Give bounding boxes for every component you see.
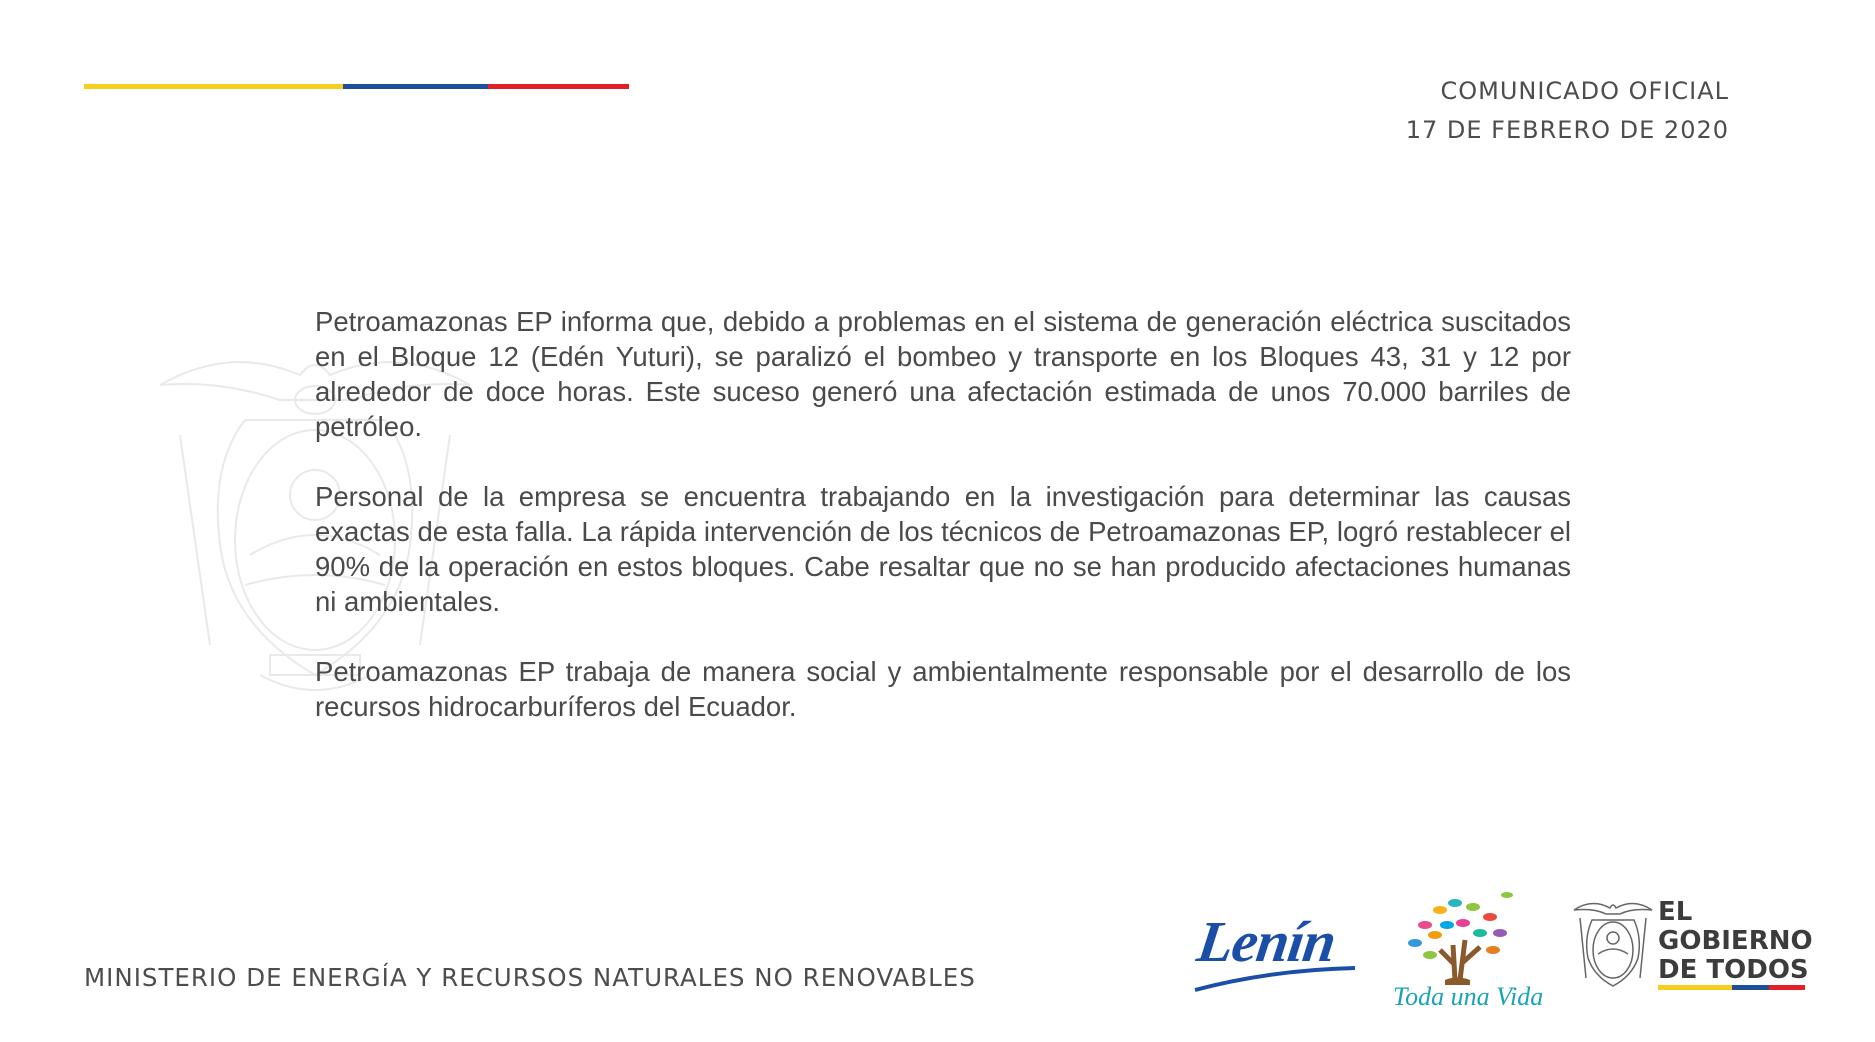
government-logo-text xyxy=(1658,898,1813,985)
flag-stripe xyxy=(84,84,629,89)
document-date: 17 DE FEBRERO DE 2020 xyxy=(1405,116,1729,144)
gov-stripe-blue xyxy=(1732,985,1769,990)
gov-line-2: GOBIERNO xyxy=(1658,926,1813,956)
flag-stripe-blue xyxy=(343,84,488,89)
gov-stripe-red xyxy=(1769,985,1805,990)
gov-flag-stripe xyxy=(1658,985,1805,990)
gov-stripe-yellow xyxy=(1658,985,1732,990)
flag-stripe-yellow xyxy=(84,84,343,89)
lenin-logo: Lenín xyxy=(1193,909,1340,974)
ministry-name: MINISTERIO DE ENERGÍA Y RECURSOS NATURALES NO RENOVABLES xyxy=(84,963,976,992)
tree-caption: Toda una Vida xyxy=(1393,982,1544,1011)
coat-of-arms-icon xyxy=(1572,898,1654,990)
body-paragraph-2: Personal de la empresa se encuentra trabajando en la investigación para determinar las causas exactas de esta falla. La rápida intervención de los técnicos de Petroamazonas EP, logró restablecer el 90% de la operación en estos bloques. Cabe resaltar que no se han producido afectaciones humanas ni ambientales. xyxy=(315,481,1571,617)
communique-body xyxy=(315,304,1571,759)
body-paragraph-3: Petroamazonas EP trabaja de manera social y ambientalmente responsable por el desarrollo de los recursos hidrocarburíferos del Ecuador. xyxy=(315,656,1571,722)
document-header xyxy=(1406,72,1729,150)
body-paragraph-1: Petroamazonas EP informa que, debido a problemas en el sistema de generación eléctrica suscitados en el Bloque 12 (Edén Yuturi), se paralizó el bombeo y transporte en los Bloques 43, 31 y 12 por alrededor de doce horas. Este suceso generó una afectación estimada de unos 70.000 barriles de petróleo. xyxy=(315,306,1571,442)
gov-line-1: EL xyxy=(1658,897,1693,927)
flag-stripe-red xyxy=(488,84,629,89)
gov-line-3: DE TODOS xyxy=(1658,955,1809,985)
document-type: COMUNICADO OFICIAL xyxy=(1440,77,1729,105)
